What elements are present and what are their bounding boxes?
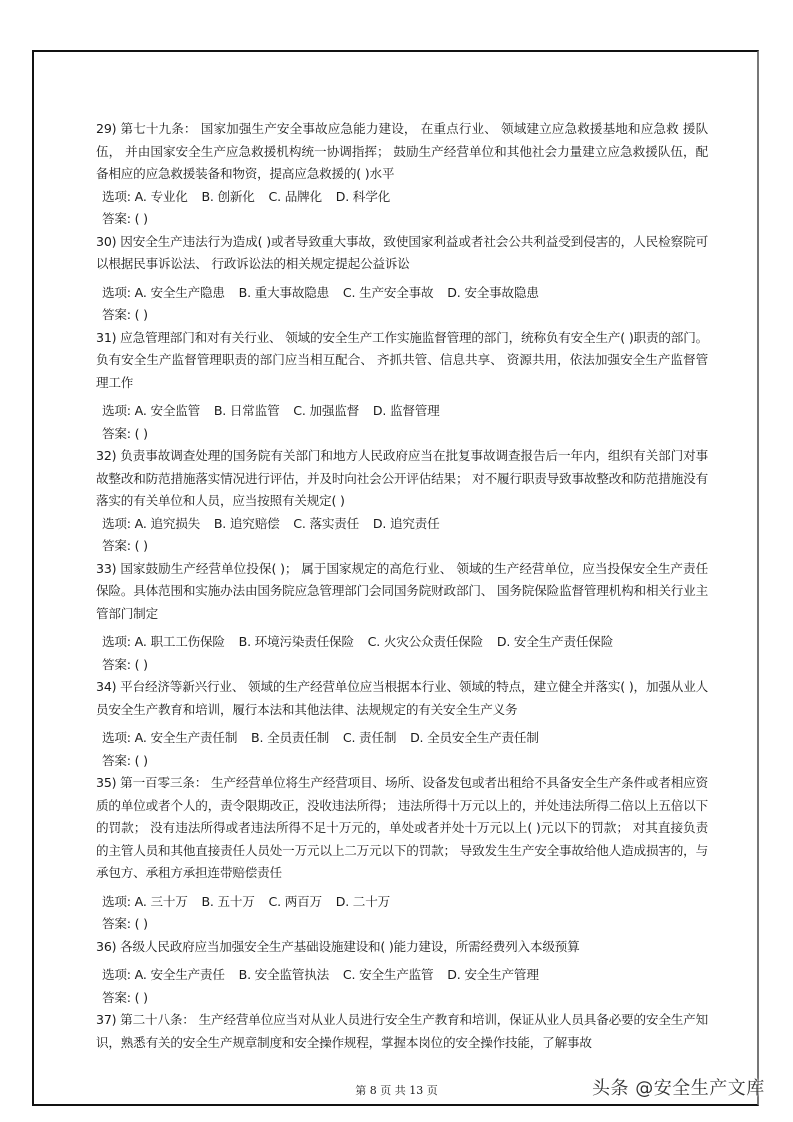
option-c: C. 生产安全事故 [342,284,434,300]
option-c: C. 落实责任 [293,515,360,531]
answer-blank: ( ) [134,916,148,931]
option-d: D. 监督管理 [372,403,440,418]
option-a: A. 三十万 [134,893,188,909]
option-b: B. 日常监管 [213,403,280,418]
answer-blank: ( ) [134,425,148,441]
option-a: A. 安全生产隐患 [134,284,225,300]
option-d: D. 科学化 [335,188,390,204]
question-stem: 36) 各级人民政府应当加强安全生产基础设施建设和( )能力建设，所需经费列入本级预算 [96,938,580,954]
option-a: A. 追究损失 [134,515,201,531]
answer-label: 答案: [102,538,131,553]
option-a: A. 安全监管 [134,403,201,418]
question-34 [96,676,708,772]
answer-blank: ( ) [134,752,148,768]
option-a: A. 专业化 [134,188,188,204]
question-options [96,186,708,209]
question-stem: 34) 平台经济等新兴行业、 领域的生产经营单位应当根据本行业、领域的特点，建立健全并落实( )，加强从业人员安全生产教育和培训，履行本法和其他法律、法规规定的有关安全生产义务 [96,679,708,717]
question-options [96,727,708,750]
option-d: D. 安全事故隐患 [447,284,539,300]
answer-label: 答案: [102,211,131,226]
option-d: D. 二十万 [335,893,390,909]
question-30 [96,231,708,327]
question-29 [96,118,708,231]
answer-blank: ( ) [134,989,148,1005]
question-answer [96,987,708,1010]
answer-label: 答案: [102,656,131,672]
options-label: 选项: [102,284,131,300]
question-answer [96,304,708,327]
option-d: D. 追究责任 [372,515,440,531]
question-stem: 37) 第二十八条： 生产经营单位应当对从业人员进行安全生产教育和培训，保证从业人员具备必要的安全生产知识，熟悉有关的安全生产规章制度和安全操作规程，掌握本岗位的安全操作技能，了解事故 [96,1012,708,1050]
option-a: A. 安全生产责任 [134,967,225,982]
option-d: D. 安全生产管理 [447,967,539,982]
answer-label: 答案: [102,307,131,322]
question-answer [96,654,708,677]
option-c: C. 火灾公众责任保险 [367,634,484,649]
answer-blank: ( ) [134,656,148,672]
question-list [96,118,708,1054]
option-c: C. 安全生产监管 [342,967,434,982]
option-b: B. 追究赔偿 [213,515,280,531]
question-stem: 29) 第七十九条： 国家加强生产安全事故应急能力建设， 在重点行业、 领域建立应急救援基地和应急救 援队伍， 并由国家安全生产应急救援机构统一协调指挥； 鼓励生产经营单位和其他社会力量建立应急救援队伍，配备相应的应急救援装备和物资，提高应急救援的( )水平 [96,121,708,181]
options-label: 选项: [102,515,131,531]
question-answer [96,535,708,558]
option-c: C. 加强监督 [293,403,360,418]
question-32 [96,445,708,558]
option-b: B. 环境污染责任保险 [238,634,354,649]
question-answer [96,750,708,773]
option-b: B. 五十万 [201,893,255,909]
option-d: D. 全员安全生产责任制 [410,730,539,745]
options-label: 选项: [102,188,131,204]
question-stem: 35) 第一百零三条： 生产经营单位将生产经营项目、场所、设备发包或者出租给不具备安全生产条件或者相应资质的单位或者个人的，责令限期改正，没收违法所得； 违法所得十万元以上的，并处违法所得二倍以上五倍以下的罚款； 没有违法所得或者违法所得不足十万元的，单处或者并处十万元以上( )元以下的罚款； 对其直接负责的主管人员和其他直接责任人员处一万元以上二万元以下的罚款； 导致发生生产安全事故给他人造成损害的，与承包方、承租方承担连带赔偿责任 [96,775,708,880]
page-indicator: 第 8 页 共 13 页 [355,1084,438,1097]
answer-label: 答案: [102,916,131,931]
answer-label: 答案: [102,425,131,441]
answer-label: 答案: [102,752,131,768]
options-label: 选项: [102,893,131,909]
options-label: 选项: [102,634,131,649]
answer-blank: ( ) [134,211,148,226]
watermark: 头条 @安全生产文库 [592,1078,765,1099]
question-35 [96,772,708,936]
option-b: B. 全员责任制 [251,730,330,745]
option-b: B. 创新化 [201,188,255,204]
option-a: A. 职工工伤保险 [134,634,225,649]
answer-label: 答案: [102,989,131,1005]
question-options [96,631,708,654]
question-37 [96,1009,708,1054]
options-label: 选项: [102,967,131,982]
answer-blank: ( ) [134,307,148,322]
question-33 [96,558,708,677]
question-36 [96,936,708,1010]
option-d: D. 安全生产责任保险 [496,634,614,649]
question-stem: 31) 应急管理部门和对有关行业、 领域的安全生产工作实施监督管理的部门，统称负有安全生产( )职责的部门。负有安全生产监督管理职责的部门应当相互配合、 齐抓共管、信息共享、 资源共用，依法加强安全生产监督管理工作 [96,329,708,390]
question-answer [96,208,708,231]
answer-blank: ( ) [134,538,148,553]
option-c: C. 两百万 [268,893,322,909]
question-options [96,513,708,536]
option-c: C. 责任制 [342,730,397,745]
question-answer [96,913,708,936]
question-answer [96,423,708,446]
option-a: A. 安全生产责任制 [134,730,238,745]
question-options [96,282,708,305]
question-options [96,400,708,423]
option-b: B. 安全监管执法 [238,967,330,982]
question-options [96,891,708,914]
question-31 [96,327,708,446]
option-c: C. 品牌化 [268,188,322,204]
question-stem: 33) 国家鼓励生产经营单位投保( )； 属于国家规定的高危行业、 领域的生产经营单位，应当投保安全生产责任保险。具体范围和实施办法由国务院应急管理部门会同国务院财政部门、 国务院保险监督管理机构和相关行业主管部门制定 [96,560,708,621]
options-label: 选项: [102,730,131,745]
question-stem: 32) 负责事故调查处理的国务院有关部门和地方人民政府应当在批复事故调查报告后一年内，组织有关部门对事故整改和防范措施落实情况进行评估，并及时向社会公开评估结果； 对不履行职责导致事故整改和防范措施没有落实的有关单位和人员，应当按照有关规定( ) [96,448,708,508]
question-options [96,964,708,987]
options-label: 选项: [102,403,131,418]
question-stem: 30) 因安全生产违法行为造成( )或者导致重大事故，致使国家利益或者社会公共利益受到侵害的，人民检察院可以根据民事诉讼法、 行政诉讼法的相关规定提起公益诉讼 [96,233,708,271]
option-b: B. 重大事故隐患 [238,284,330,300]
